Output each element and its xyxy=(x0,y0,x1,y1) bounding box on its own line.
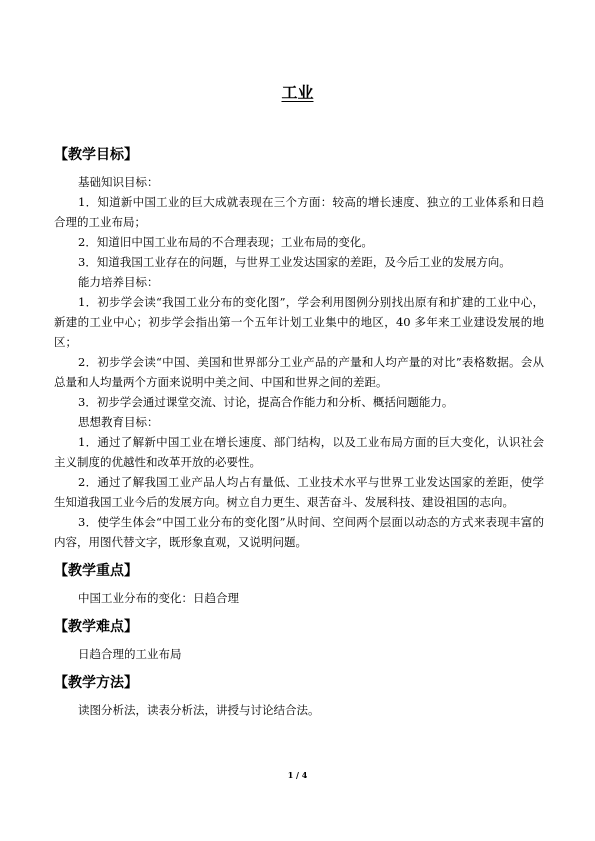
moral-goal-1: 1．通过了解新中国工业在增长速度、部门结构，以及工业布局方面的巨大变化，认识社会主义制度的优越性和改革开放的必要性。 xyxy=(54,435,544,469)
moral-goal-3: 3．使学生体会“中国工业分布的变化图”从时间、空间两个层面以动态的方式来表现丰富的内容，用图代替文字，既形象直观，又说明问题。 xyxy=(54,515,544,549)
ability-title: 能力培养目标： xyxy=(78,275,159,289)
method-text: 读图分析法，读表分析法，讲授与讨论结合法。 xyxy=(78,703,320,717)
section-heading-goals: 【教学目标】 xyxy=(54,147,138,163)
ability-goal-2: 2．初步学会读“中国、美国和世界部分工业产品的产量和人均产量的对比”表格数据。会从总量和人均量两个方面来说明中美之间、中国和世界之间的差距。 xyxy=(54,355,544,389)
ability-goal-1: 1．初步学会读“我国工业分布的变化图”，学会利用图例分别找出原有和扩建的工业中心，新建的工业中心；初步学会指出第一个五年计划工业集中的地区，40 多年来工业建设发展的地区； xyxy=(54,295,544,349)
moral-goal-2: 2．通过了解我国工业产品人均占有量低、工业技术水平与世界工业发达国家的差距，使学生知道我国工业今后的发展方向。树立自力更生、艰苦奋斗、发展科技、建设祖国的志向。 xyxy=(54,475,544,509)
key-point-text: 中国工业分布的变化：日趋合理 xyxy=(78,591,239,605)
difficult-point-text: 日趋合理的工业布局 xyxy=(78,647,182,661)
document-body xyxy=(54,138,544,720)
page-number: 1 / 4 xyxy=(287,770,308,780)
section-heading-difficult: 【教学难点】 xyxy=(54,619,138,635)
section-heading-method: 【教学方法】 xyxy=(54,675,138,691)
page-title: 工业 xyxy=(281,83,314,102)
basic-goal-1: 1．知道新中国工业的巨大成就表现在三个方面：较高的增长速度、独立的工业体系和日趋合理的工业布局； xyxy=(54,195,544,229)
ability-goal-3: 3．初步学会通过课堂交流、讨论，提高合作能力和分析、概括问题能力。 xyxy=(78,395,454,409)
section-heading-key: 【教学重点】 xyxy=(54,563,138,579)
moral-title: 思想教育目标： xyxy=(78,415,159,429)
basic-goal-2: 2．知道旧中国工业布局的不合理表现；工业布局的变化。 xyxy=(78,235,373,249)
basic-knowledge-title: 基础知识目标： xyxy=(78,175,159,189)
basic-goal-3: 3．知道我国工业存在的问题，与世界工业发达国家的差距，及今后工业的发展方向。 xyxy=(78,255,511,269)
